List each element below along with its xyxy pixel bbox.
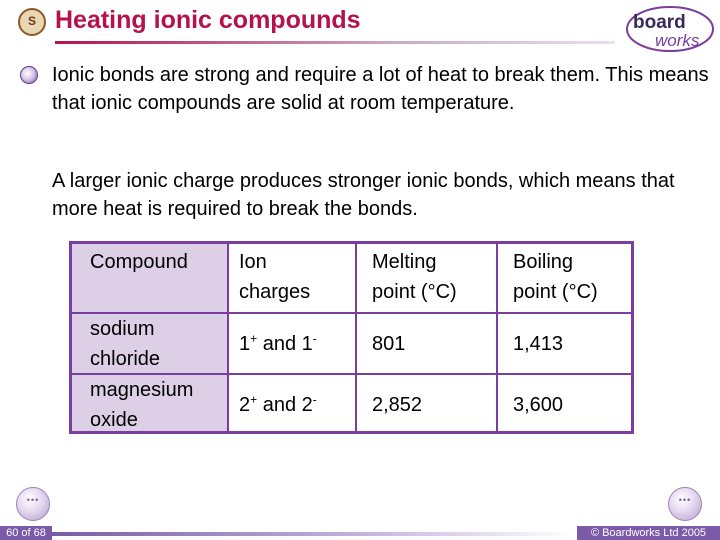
header-melting-point: Melting point (°C)	[372, 251, 457, 303]
brand-works-text: works	[655, 31, 700, 50]
boiling-point: 3,600	[513, 394, 564, 416]
compound-table	[69, 241, 634, 434]
compound-name: sodium chloride	[90, 318, 161, 370]
melting-point: 2,852	[372, 394, 423, 416]
footer-bar	[52, 532, 577, 536]
table-divider	[355, 244, 357, 431]
intro-paragraph: Ionic bonds are strong and require a lot of heat to break them. This means that ionic compounds are solid at room temperature.	[52, 64, 709, 114]
compound-name: magnesium oxide	[90, 379, 194, 431]
brand-board-text: board	[633, 12, 686, 33]
next-slide-button[interactable]	[668, 487, 702, 521]
header-compound: Compound	[90, 251, 188, 273]
copyright-notice: © Boardworks Ltd 2005	[577, 526, 720, 540]
table-divider	[227, 244, 229, 431]
slide-counter: 60 of 68	[0, 526, 52, 540]
science-logo-icon	[18, 8, 46, 36]
ion-charges: 2+ and 2-	[239, 392, 317, 416]
ion-charges: 1+ and 1-	[239, 331, 317, 355]
title-divider	[55, 41, 615, 44]
previous-slide-button[interactable]	[16, 487, 50, 521]
melting-point: 801	[372, 333, 406, 355]
header-ion-charges: Ion charges	[239, 251, 311, 303]
bullet-icon	[20, 66, 38, 84]
page-title: Heating ionic compounds	[55, 6, 361, 34]
charge-paragraph: A larger ionic charge produces stronger ionic bonds, which means that more heat is required to break the bonds.	[52, 170, 675, 220]
header-boiling-point: Boiling point (°C)	[513, 251, 598, 303]
boardworks-logo	[625, 4, 715, 54]
boiling-point: 1,413	[513, 333, 564, 355]
table-divider	[496, 244, 498, 431]
